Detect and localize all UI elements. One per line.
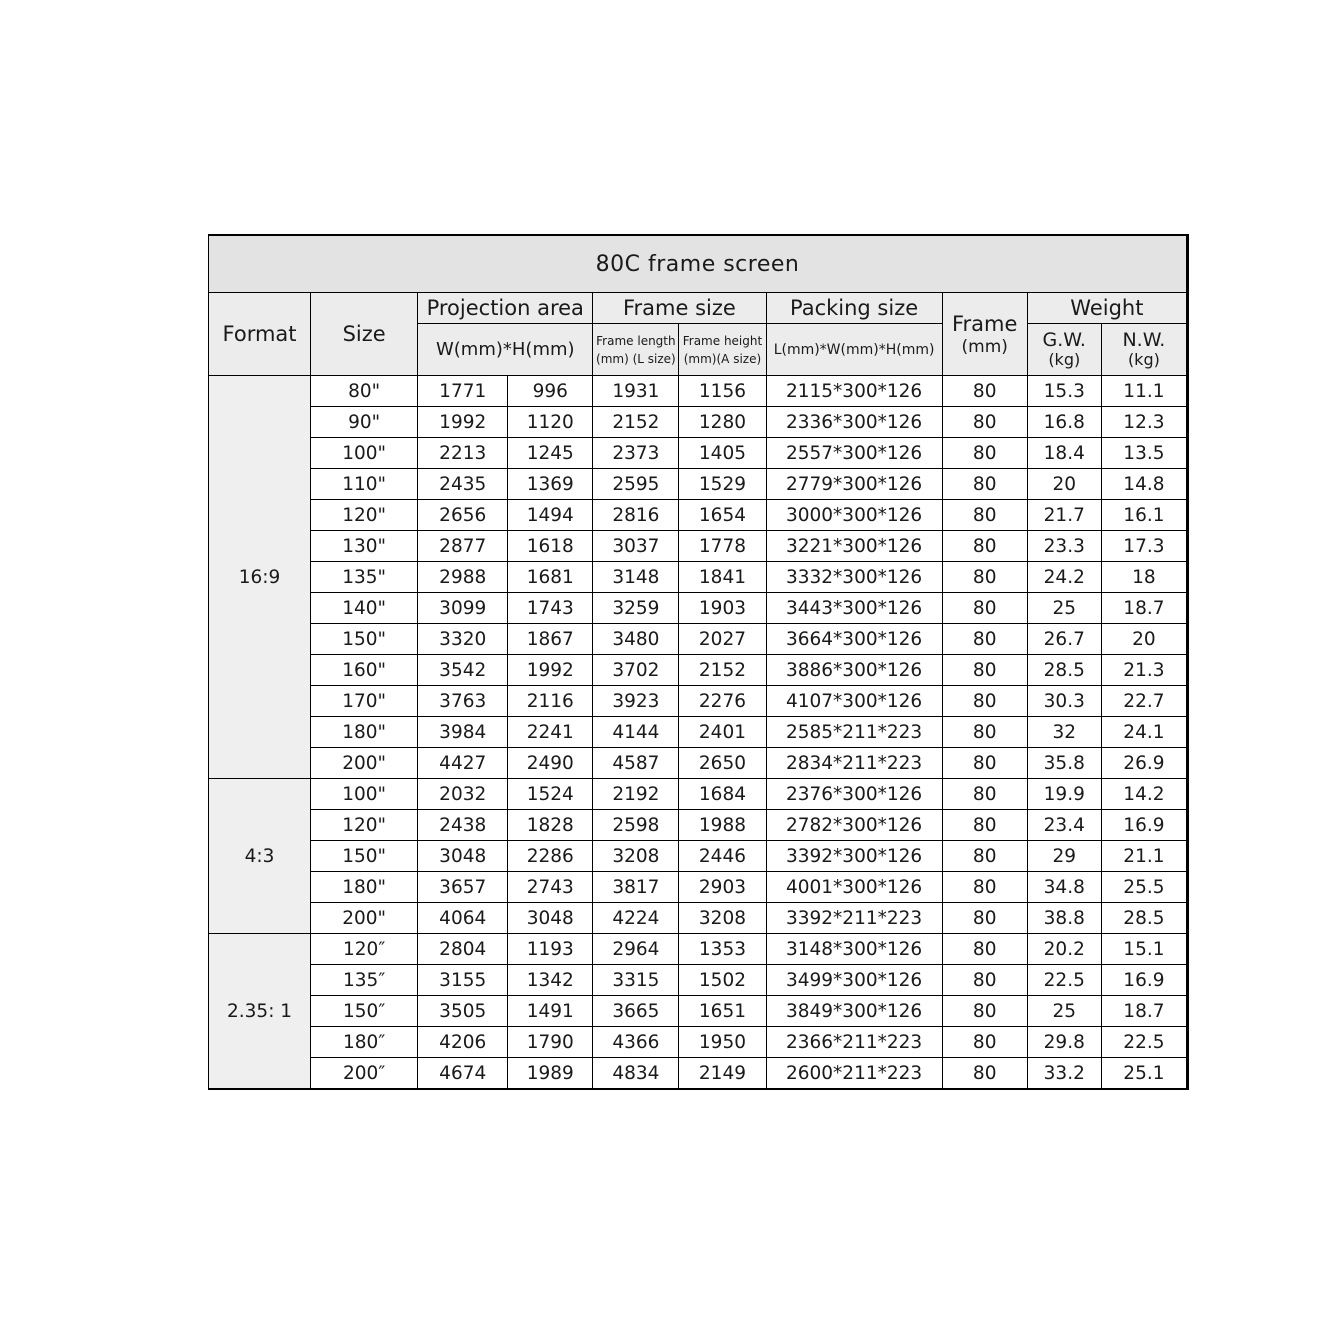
- frame-height-cell: 1988: [679, 810, 766, 841]
- net-weight-cell: 16.9: [1101, 810, 1187, 841]
- size-cell: 200": [311, 748, 418, 779]
- frame-cell: 80: [942, 500, 1027, 531]
- header-frame-height: [679, 324, 766, 376]
- net-weight-cell: 18: [1101, 562, 1187, 593]
- size-cell: 110": [311, 469, 418, 500]
- table-title: 80C frame screen: [209, 235, 1188, 293]
- projection-width-cell: 4427: [418, 748, 508, 779]
- projection-width-cell: 2804: [418, 934, 508, 965]
- net-weight-cell: 16.1: [1101, 500, 1187, 531]
- frame-cell: 80: [942, 655, 1027, 686]
- frame-height-cell: 2446: [679, 841, 766, 872]
- header-frame-size: Frame size: [593, 293, 766, 324]
- size-cell: 120″: [311, 934, 418, 965]
- header-nw-unit: (kg): [1127, 349, 1160, 369]
- gross-weight-cell: 25: [1027, 593, 1101, 624]
- frame-length-cell: 2598: [593, 810, 679, 841]
- table-row: [209, 841, 1188, 872]
- header-frame-length-unit: (mm) (L size): [596, 351, 676, 366]
- frame-cell: 80: [942, 965, 1027, 996]
- table-row: [209, 717, 1188, 748]
- packing-size-cell: 2834*211*223: [766, 748, 942, 779]
- table-row: [209, 376, 1188, 407]
- table-row: [209, 779, 1188, 810]
- frame-length-cell: 4144: [593, 717, 679, 748]
- frame-length-cell: 4224: [593, 903, 679, 934]
- projection-height-cell: 1193: [508, 934, 593, 965]
- net-weight-cell: 22.5: [1101, 1027, 1187, 1058]
- size-cell: 140": [311, 593, 418, 624]
- projection-height-cell: 2116: [508, 686, 593, 717]
- packing-size-cell: 2115*300*126: [766, 376, 942, 407]
- frame-height-cell: 1156: [679, 376, 766, 407]
- frame-cell: 80: [942, 810, 1027, 841]
- size-cell: 135″: [311, 965, 418, 996]
- header-frame-label: Frame: [951, 312, 1018, 336]
- net-weight-cell: 12.3: [1101, 407, 1187, 438]
- net-weight-cell: 14.2: [1101, 779, 1187, 810]
- net-weight-cell: 13.5: [1101, 438, 1187, 469]
- frame-cell: 80: [942, 1027, 1027, 1058]
- projection-height-cell: 1369: [508, 469, 593, 500]
- packing-size-cell: 3392*211*223: [766, 903, 942, 934]
- gross-weight-cell: 19.9: [1027, 779, 1101, 810]
- table-row: [209, 686, 1188, 717]
- packing-size-cell: 2557*300*126: [766, 438, 942, 469]
- frame-cell: 80: [942, 996, 1027, 1027]
- format-cell: 4:3: [209, 779, 311, 934]
- frame-length-cell: 2964: [593, 934, 679, 965]
- size-cell: 135": [311, 562, 418, 593]
- table-row: [209, 531, 1188, 562]
- projection-height-cell: 1618: [508, 531, 593, 562]
- frame-height-cell: 1654: [679, 500, 766, 531]
- frame-length-cell: 2373: [593, 438, 679, 469]
- size-cell: 120": [311, 500, 418, 531]
- net-weight-cell: 25.1: [1101, 1058, 1187, 1090]
- size-cell: 200": [311, 903, 418, 934]
- header-gw-unit: (kg): [1048, 349, 1081, 369]
- projection-width-cell: 1992: [418, 407, 508, 438]
- size-cell: 180": [311, 872, 418, 903]
- projection-height-cell: 996: [508, 376, 593, 407]
- frame-height-cell: 2903: [679, 872, 766, 903]
- header-size: Size: [311, 293, 418, 376]
- header-weight: Weight: [1027, 293, 1187, 324]
- packing-size-cell: 2366*211*223: [766, 1027, 942, 1058]
- projection-height-cell: 1342: [508, 965, 593, 996]
- net-weight-cell: 21.3: [1101, 655, 1187, 686]
- frame-cell: 80: [942, 1058, 1027, 1090]
- frame-length-cell: 2152: [593, 407, 679, 438]
- packing-size-cell: 3664*300*126: [766, 624, 942, 655]
- gross-weight-cell: 22.5: [1027, 965, 1101, 996]
- gross-weight-cell: 30.3: [1027, 686, 1101, 717]
- frame-length-cell: 3148: [593, 562, 679, 593]
- frame-cell: 80: [942, 748, 1027, 779]
- frame-cell: 80: [942, 872, 1027, 903]
- gross-weight-cell: 15.3: [1027, 376, 1101, 407]
- size-cell: 90": [311, 407, 418, 438]
- gross-weight-cell: 20.2: [1027, 934, 1101, 965]
- gross-weight-cell: 23.4: [1027, 810, 1101, 841]
- frame-length-cell: 2595: [593, 469, 679, 500]
- frame-cell: 80: [942, 438, 1027, 469]
- net-weight-cell: 24.1: [1101, 717, 1187, 748]
- packing-size-cell: 3221*300*126: [766, 531, 942, 562]
- header-gw-label: G.W.: [1042, 328, 1086, 351]
- gross-weight-cell: 29.8: [1027, 1027, 1101, 1058]
- spec-table: [208, 234, 1189, 1090]
- projection-width-cell: 2438: [418, 810, 508, 841]
- gross-weight-cell: 21.7: [1027, 500, 1101, 531]
- header-frame-height-label: Frame height: [682, 333, 763, 348]
- header-nw-label: N.W.: [1122, 328, 1166, 351]
- gross-weight-cell: 29: [1027, 841, 1101, 872]
- table-body: [209, 376, 1188, 1090]
- frame-cell: 80: [942, 686, 1027, 717]
- header-format: Format: [209, 293, 311, 376]
- frame-cell: 80: [942, 593, 1027, 624]
- frame-height-cell: 1841: [679, 562, 766, 593]
- frame-height-cell: 1529: [679, 469, 766, 500]
- frame-length-cell: 3315: [593, 965, 679, 996]
- projection-width-cell: 4064: [418, 903, 508, 934]
- projection-height-cell: 1494: [508, 500, 593, 531]
- frame-length-cell: 4587: [593, 748, 679, 779]
- net-weight-cell: 18.7: [1101, 593, 1187, 624]
- projection-height-cell: 1828: [508, 810, 593, 841]
- size-cell: 80": [311, 376, 418, 407]
- header-net-weight: [1101, 324, 1187, 376]
- packing-size-cell: 3849*300*126: [766, 996, 942, 1027]
- frame-cell: 80: [942, 841, 1027, 872]
- projection-width-cell: 4674: [418, 1058, 508, 1090]
- projection-height-cell: 1790: [508, 1027, 593, 1058]
- net-weight-cell: 25.5: [1101, 872, 1187, 903]
- header-gross-weight: [1027, 324, 1101, 376]
- frame-height-cell: 2152: [679, 655, 766, 686]
- table-row: [209, 438, 1188, 469]
- net-weight-cell: 20: [1101, 624, 1187, 655]
- header-frame-length-label: Frame length: [596, 333, 676, 348]
- frame-length-cell: 3208: [593, 841, 679, 872]
- packing-size-cell: 3392*300*126: [766, 841, 942, 872]
- frame-length-cell: 3259: [593, 593, 679, 624]
- net-weight-cell: 14.8: [1101, 469, 1187, 500]
- frame-length-cell: 1931: [593, 376, 679, 407]
- table-row: [209, 593, 1188, 624]
- gross-weight-cell: 20: [1027, 469, 1101, 500]
- projection-height-cell: 1743: [508, 593, 593, 624]
- packing-size-cell: 4001*300*126: [766, 872, 942, 903]
- frame-length-cell: 3037: [593, 531, 679, 562]
- frame-height-cell: 1684: [679, 779, 766, 810]
- net-weight-cell: 16.9: [1101, 965, 1187, 996]
- projection-height-cell: 1992: [508, 655, 593, 686]
- format-cell: 2.35: 1: [209, 934, 311, 1090]
- projection-height-cell: 1524: [508, 779, 593, 810]
- projection-width-cell: 4206: [418, 1027, 508, 1058]
- table-row: [209, 500, 1188, 531]
- frame-height-cell: 1280: [679, 407, 766, 438]
- frame-length-cell: 3480: [593, 624, 679, 655]
- projection-width-cell: 3542: [418, 655, 508, 686]
- net-weight-cell: 15.1: [1101, 934, 1187, 965]
- projection-width-cell: 2213: [418, 438, 508, 469]
- packing-size-cell: 2600*211*223: [766, 1058, 942, 1090]
- projection-height-cell: 2286: [508, 841, 593, 872]
- table-row: [209, 996, 1188, 1027]
- table-row: [209, 655, 1188, 686]
- frame-cell: 80: [942, 903, 1027, 934]
- frame-height-cell: 1353: [679, 934, 766, 965]
- projection-width-cell: 2877: [418, 531, 508, 562]
- projection-width-cell: 3984: [418, 717, 508, 748]
- projection-width-cell: 3048: [418, 841, 508, 872]
- packing-size-cell: 3000*300*126: [766, 500, 942, 531]
- net-weight-cell: 18.7: [1101, 996, 1187, 1027]
- frame-cell: 80: [942, 934, 1027, 965]
- size-cell: 130": [311, 531, 418, 562]
- frame-length-cell: 3665: [593, 996, 679, 1027]
- frame-cell: 80: [942, 779, 1027, 810]
- gross-weight-cell: 32: [1027, 717, 1101, 748]
- projection-width-cell: 3505: [418, 996, 508, 1027]
- projection-width-cell: 2435: [418, 469, 508, 500]
- size-cell: 150": [311, 624, 418, 655]
- projection-width-cell: 3320: [418, 624, 508, 655]
- table-row: [209, 469, 1188, 500]
- table-row: [209, 748, 1188, 779]
- projection-height-cell: 2743: [508, 872, 593, 903]
- net-weight-cell: 28.5: [1101, 903, 1187, 934]
- table-row: [209, 934, 1188, 965]
- frame-length-cell: 4366: [593, 1027, 679, 1058]
- frame-height-cell: 1405: [679, 438, 766, 469]
- header-projection-dimensions: W(mm)*H(mm): [418, 324, 593, 376]
- projection-height-cell: 2490: [508, 748, 593, 779]
- frame-height-cell: 1651: [679, 996, 766, 1027]
- frame-cell: 80: [942, 717, 1027, 748]
- projection-height-cell: 1120: [508, 407, 593, 438]
- projection-width-cell: 2656: [418, 500, 508, 531]
- frame-height-cell: 2401: [679, 717, 766, 748]
- size-cell: 150″: [311, 996, 418, 1027]
- size-cell: 180": [311, 717, 418, 748]
- header-packing-size: Packing size: [766, 293, 942, 324]
- header-frame-height-unit: (mm)(A size): [683, 351, 762, 366]
- net-weight-cell: 22.7: [1101, 686, 1187, 717]
- gross-weight-cell: 23.3: [1027, 531, 1101, 562]
- frame-cell: 80: [942, 376, 1027, 407]
- packing-size-cell: 2782*300*126: [766, 810, 942, 841]
- table-row: [209, 810, 1188, 841]
- packing-size-cell: 2779*300*126: [766, 469, 942, 500]
- packing-size-cell: 3499*300*126: [766, 965, 942, 996]
- gross-weight-cell: 25: [1027, 996, 1101, 1027]
- frame-length-cell: 3702: [593, 655, 679, 686]
- projection-height-cell: 1989: [508, 1058, 593, 1090]
- size-cell: 160": [311, 655, 418, 686]
- gross-weight-cell: 24.2: [1027, 562, 1101, 593]
- net-weight-cell: 26.9: [1101, 748, 1187, 779]
- header-frame-unit: (mm): [961, 337, 1008, 357]
- packing-size-cell: 3886*300*126: [766, 655, 942, 686]
- frame-height-cell: 2650: [679, 748, 766, 779]
- gross-weight-cell: 33.2: [1027, 1058, 1101, 1090]
- packing-size-cell: 3332*300*126: [766, 562, 942, 593]
- frame-height-cell: 3208: [679, 903, 766, 934]
- frame-length-cell: 3923: [593, 686, 679, 717]
- frame-height-cell: 2276: [679, 686, 766, 717]
- size-cell: 100": [311, 438, 418, 469]
- gross-weight-cell: 34.8: [1027, 872, 1101, 903]
- table-row: [209, 407, 1188, 438]
- frame-height-cell: 2027: [679, 624, 766, 655]
- packing-size-cell: 4107*300*126: [766, 686, 942, 717]
- projection-height-cell: 1681: [508, 562, 593, 593]
- frame-length-cell: 2192: [593, 779, 679, 810]
- frame-cell: 80: [942, 531, 1027, 562]
- table-row: [209, 562, 1188, 593]
- frame-length-cell: 3817: [593, 872, 679, 903]
- projection-width-cell: 3099: [418, 593, 508, 624]
- projection-width-cell: 3657: [418, 872, 508, 903]
- gross-weight-cell: 16.8: [1027, 407, 1101, 438]
- table-row: [209, 1027, 1188, 1058]
- frame-height-cell: 1778: [679, 531, 766, 562]
- gross-weight-cell: 26.7: [1027, 624, 1101, 655]
- size-cell: 100": [311, 779, 418, 810]
- packing-size-cell: 2336*300*126: [766, 407, 942, 438]
- size-cell: 180″: [311, 1027, 418, 1058]
- header-frame-length: [593, 324, 679, 376]
- projection-height-cell: 1867: [508, 624, 593, 655]
- projection-width-cell: 3155: [418, 965, 508, 996]
- net-weight-cell: 17.3: [1101, 531, 1187, 562]
- gross-weight-cell: 38.8: [1027, 903, 1101, 934]
- table-row: [209, 1058, 1188, 1090]
- frame-cell: 80: [942, 469, 1027, 500]
- gross-weight-cell: 28.5: [1027, 655, 1101, 686]
- header-projection-area: Projection area: [418, 293, 593, 324]
- frame-cell: 80: [942, 407, 1027, 438]
- header-packing-dimensions: L(mm)*W(mm)*H(mm): [766, 324, 942, 376]
- frame-height-cell: 1502: [679, 965, 766, 996]
- projection-width-cell: 1771: [418, 376, 508, 407]
- gross-weight-cell: 35.8: [1027, 748, 1101, 779]
- frame-length-cell: 4834: [593, 1058, 679, 1090]
- frame-height-cell: 2149: [679, 1058, 766, 1090]
- projection-width-cell: 2032: [418, 779, 508, 810]
- frame-height-cell: 1903: [679, 593, 766, 624]
- size-cell: 170": [311, 686, 418, 717]
- projection-width-cell: 2988: [418, 562, 508, 593]
- size-cell: 200″: [311, 1058, 418, 1090]
- net-weight-cell: 21.1: [1101, 841, 1187, 872]
- size-cell: 120": [311, 810, 418, 841]
- projection-height-cell: 1491: [508, 996, 593, 1027]
- projection-height-cell: 3048: [508, 903, 593, 934]
- packing-size-cell: 3443*300*126: [766, 593, 942, 624]
- net-weight-cell: 11.1: [1101, 376, 1187, 407]
- gross-weight-cell: 18.4: [1027, 438, 1101, 469]
- header-frame: [942, 293, 1027, 376]
- projection-height-cell: 2241: [508, 717, 593, 748]
- format-cell: 16:9: [209, 376, 311, 779]
- frame-length-cell: 2816: [593, 500, 679, 531]
- frame-height-cell: 1950: [679, 1027, 766, 1058]
- frame-cell: 80: [942, 624, 1027, 655]
- table-row: [209, 965, 1188, 996]
- projection-width-cell: 3763: [418, 686, 508, 717]
- packing-size-cell: 2376*300*126: [766, 779, 942, 810]
- table-row: [209, 624, 1188, 655]
- packing-size-cell: 3148*300*126: [766, 934, 942, 965]
- size-cell: 150": [311, 841, 418, 872]
- packing-size-cell: 2585*211*223: [766, 717, 942, 748]
- table-row: [209, 872, 1188, 903]
- frame-cell: 80: [942, 562, 1027, 593]
- projection-height-cell: 1245: [508, 438, 593, 469]
- table-row: [209, 903, 1188, 934]
